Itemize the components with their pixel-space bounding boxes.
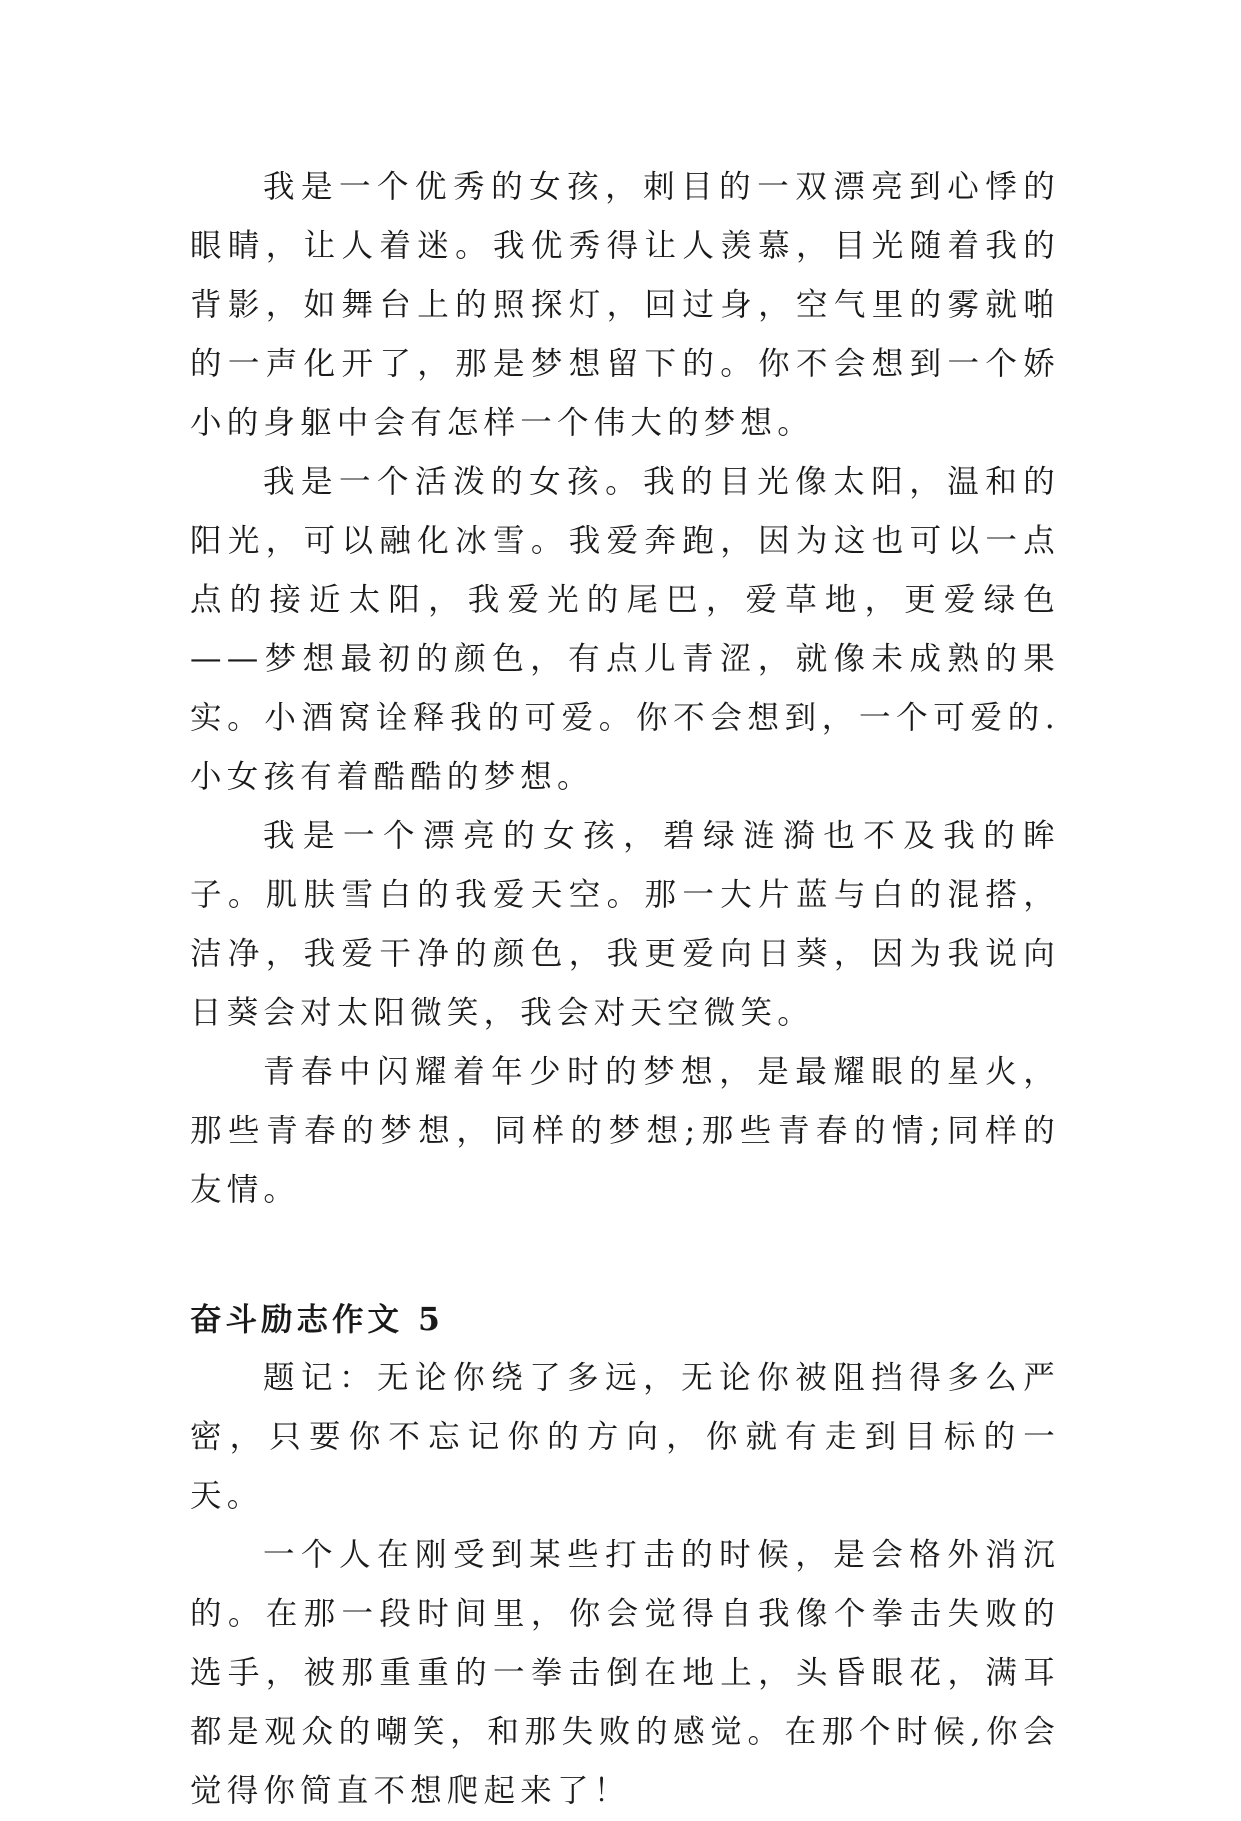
paragraph: 一个人在刚受到某些打击的时候，是会格外消沉的。在那一段时间里，你会觉得自我像个拳击失败的选手，被那重重的一拳击倒在地上，头昏眼花，满耳都是观众的嘲笑，和那失败的感觉。在那个时候,你会觉得你简直不想爬起来了！ [190, 1537, 1060, 1809]
essay-section-struggle [190, 1290, 1060, 1821]
paragraph: 我是一个优秀的女孩，刺目的一双漂亮到心悸的眼睛，让人着迷。我优秀得让人羡慕，目光随着我的背影，如舞台上的照探灯，回过身，空气里的雾就啪的一声化开了，那是梦想留下的。你不会想到一个娇小的身躯中会有怎样一个伟大的梦想。 [190, 169, 1060, 441]
document-page [190, 158, 1060, 1821]
paragraph: 我是一个漂亮的女孩，碧绿涟漪也不及我的眸子。肌肤雪白的我爱天空。那一大片蓝与白的混搭，洁净，我爱干净的颜色，我更爱向日葵，因为我说向日葵会对太阳微笑，我会对天空微笑。 [190, 818, 1060, 1031]
essay-section-dreams [190, 158, 1060, 1220]
paragraph: 我是一个活泼的女孩。我的目光像太阳，温和的阳光，可以融化冰雪。我爱奔跑，因为这也可以一点点的接近太阳，我爱光的尾巴，爱草地，更爱绿色——梦想最初的颜色，有点儿青涩，就像未成熟的果实。小酒窝诠释我的可爱。你不会想到，一个可爱的.小女孩有着酷酷的梦想。 [190, 464, 1060, 795]
paragraph: 题记：无论你绕了多远，无论你被阻挡得多么严密，只要你不忘记你的方向，你就有走到目标的一天。 [190, 1360, 1060, 1514]
paragraph: 青春中闪耀着年少时的梦想，是最耀眼的星火，那些青春的梦想，同样的梦想;那些青春的情;同样的友情。 [190, 1054, 1060, 1208]
essay-title: 奋斗励志作文 5 [190, 1301, 444, 1338]
